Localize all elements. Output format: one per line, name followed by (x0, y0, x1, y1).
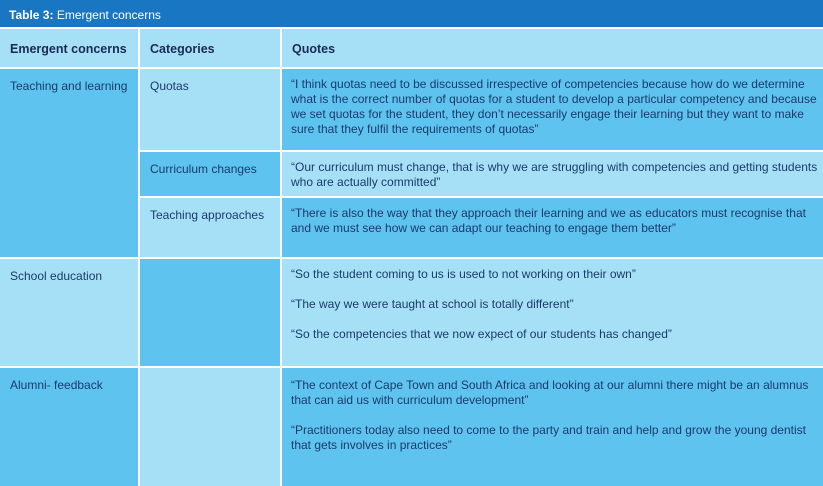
concern-teaching-and-learning: Teaching and learning (0, 69, 138, 257)
category-curriculum-changes: Curriculum changes (140, 152, 280, 196)
category-alumni-feedback (140, 368, 280, 486)
table-caption: Emergent concerns (56, 8, 161, 22)
header-quotes: Quotes (282, 29, 823, 67)
quote-cell-school-education (282, 259, 823, 366)
quote-text: “So the student coming to us is used to not working on their own” (291, 267, 636, 281)
quote-text: “There is also the way that they approach their learning and we as educators must recognise that and we must see how we can adapt our teaching to engage them better” (291, 206, 806, 235)
quote-cell-quotas (282, 69, 823, 150)
quote-cell-teaching-approaches (282, 198, 823, 257)
category-school-education (140, 259, 280, 366)
quote-text: “Our curriculum must change, that is why we are struggling with competencies and getting students who are actually committed” (291, 160, 818, 189)
header-emergent-concerns: Emergent concerns (0, 29, 138, 67)
quote-cell-alumni-feedback (282, 368, 823, 486)
quote-text: “Practitioners today also need to come to the party and train and help and grow the young dentist that gets involves in practices” (291, 423, 806, 452)
table-label: Table 3: (9, 8, 54, 22)
category-quotas: Quotas (140, 69, 280, 150)
quote-text: “The context of Cape Town and South Africa and looking at our alumni there might be an alumnus that can aid us with curriculum development” (291, 378, 809, 407)
quote-text: “The way we were taught at school is totally different” (291, 297, 574, 311)
header-categories: Categories (140, 29, 280, 67)
concern-school-education: School education (0, 259, 138, 366)
concern-alumni-feedback: Alumni- feedback (0, 368, 138, 486)
quote-text: “So the competencies that we now expect of our students has changed” (291, 327, 672, 341)
table-title (0, 0, 823, 27)
category-teaching-approaches: Teaching approaches (140, 198, 280, 257)
quote-cell-curriculum-changes (282, 152, 823, 196)
quote-text: “I think quotas need to be discussed irrespective of competencies because how do we determine what is the correct number of quotas for a student to develop a particular competency and because we set quotas for the student, they don’t necessarily engage their learning but they want to make sure that they fulfil the requirements of quotas” (291, 77, 817, 136)
